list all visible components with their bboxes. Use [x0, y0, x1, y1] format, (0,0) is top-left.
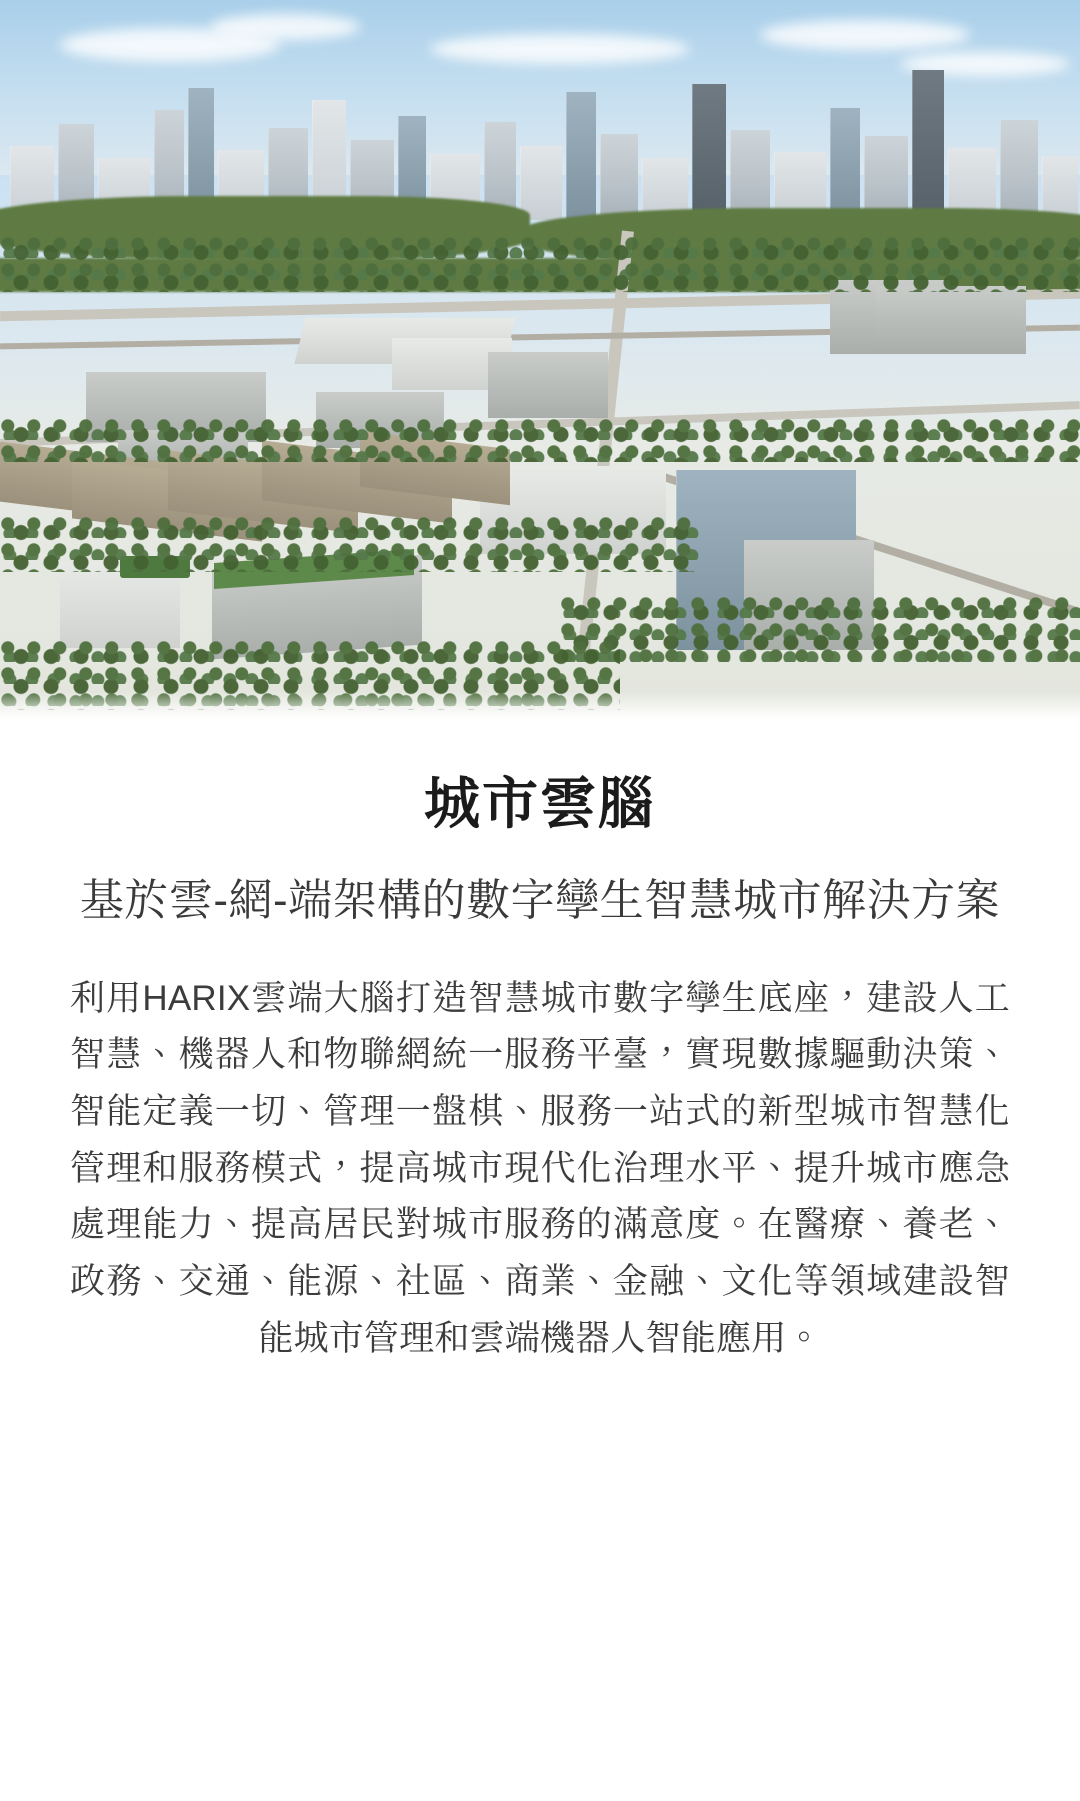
image-bottom-fade [0, 692, 1080, 718]
tree-canopy [0, 418, 1080, 462]
cloud-icon [210, 14, 360, 40]
page-title: 城市雲腦 [424, 772, 656, 835]
building-block [876, 286, 1026, 354]
page-subtitle: 基於雲-網-端架構的數字孿生智慧城市解決方案 [79, 876, 1001, 926]
hero-city-image [0, 0, 1080, 718]
article-body: 利用HARIX雲端大腦打造智慧城市數字孿生底座，建設人工智慧、機器人和物聯網統一服務平臺，實現數據驅動決策、智能定義一切、管理一盤棋、服務一站式的新型城市智慧化管理和服務模式，提高城市現代化治理水平、提升城市應急處理能力、提高居民對城市服務的滿意度。在醫療、養老、政務、交通、能源、社區、商業、金融、文化等領域建設智能城市管理和雲端機器人智能應用。 [70, 978, 1010, 1358]
tree-canopy [0, 516, 700, 572]
cloud-icon [760, 20, 970, 50]
building-block [488, 352, 608, 418]
tree-canopy [560, 596, 1080, 662]
article-content [0, 718, 1080, 1801]
tree-canopy [0, 236, 1080, 292]
